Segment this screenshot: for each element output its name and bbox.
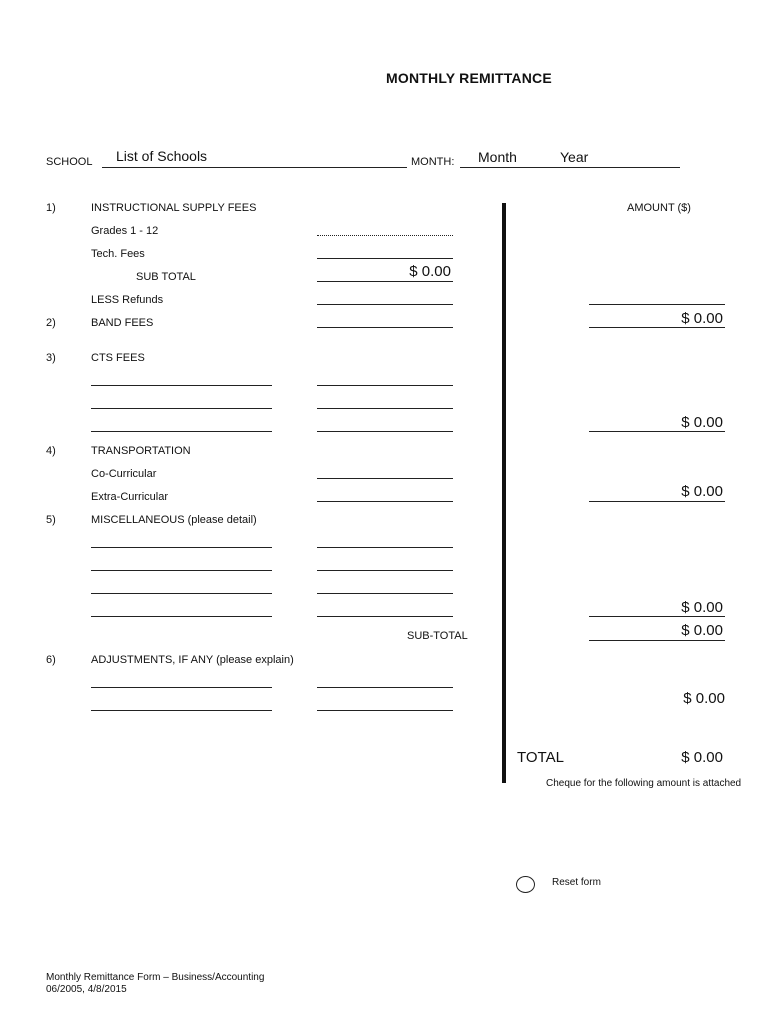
- grades-label: Grades 1 - 12: [91, 225, 159, 237]
- page-title: MONTHLY REMITTANCE: [386, 70, 552, 86]
- section-1-number: 1): [46, 202, 56, 214]
- section-4-amount-line: [589, 501, 725, 502]
- subtotal-1-value: $ 0.00: [409, 263, 451, 280]
- amount-header: AMOUNT ($): [627, 202, 691, 214]
- adjust-amount-input-1[interactable]: [317, 687, 453, 688]
- month-label: MONTH:: [411, 156, 455, 168]
- section-2-amount-line: [589, 327, 725, 328]
- section-1-amount-field[interactable]: [589, 304, 725, 305]
- footer-line-2: 06/2005, 4/8/2015: [46, 984, 127, 995]
- school-label: SCHOOL: [46, 156, 93, 168]
- year-value: Year: [560, 149, 589, 165]
- section-5-label: MISCELLANEOUS (please detail): [91, 514, 257, 526]
- subtotal-2-line: [589, 640, 725, 641]
- adjust-desc-input-1[interactable]: [91, 687, 272, 688]
- subtotal-2-value: $ 0.00: [681, 622, 723, 639]
- tech-fees-input[interactable]: [317, 258, 453, 259]
- misc-amount-input-4[interactable]: [317, 616, 453, 617]
- subtotal-2-label: SUB-TOTAL: [407, 630, 468, 642]
- section-3-label: CTS FEES: [91, 352, 145, 364]
- section-4-number: 4): [46, 445, 56, 457]
- misc-amount-input-3[interactable]: [317, 593, 453, 594]
- column-divider: [502, 203, 506, 783]
- co-curricular-label: Co-Curricular: [91, 468, 157, 480]
- tech-fees-label: Tech. Fees: [91, 248, 145, 260]
- section-1-label: INSTRUCTIONAL SUPPLY FEES: [91, 202, 257, 214]
- cheque-note: Cheque for the following amount is attached: [546, 778, 742, 789]
- misc-desc-input-1[interactable]: [91, 547, 272, 548]
- misc-amount-input-2[interactable]: [317, 570, 453, 571]
- cts-amount-input-1[interactable]: [317, 385, 453, 386]
- total-label: TOTAL: [517, 749, 564, 766]
- section-3-amount: $ 0.00: [681, 414, 723, 431]
- extra-curricular-input[interactable]: [317, 501, 453, 502]
- total-value: $ 0.00: [681, 749, 723, 766]
- cts-desc-input-3[interactable]: [91, 431, 272, 432]
- month-value: Month: [478, 149, 517, 165]
- section-2-label: BAND FEES: [91, 317, 154, 329]
- section-3-number: 3): [46, 352, 56, 364]
- reset-form-button[interactable]: [516, 876, 535, 893]
- extra-curricular-label: Extra-Curricular: [91, 491, 169, 503]
- cts-desc-input-2[interactable]: [91, 408, 272, 409]
- reset-form-label: Reset form: [552, 877, 601, 888]
- misc-desc-input-2[interactable]: [91, 570, 272, 571]
- section-5-amount-line: [589, 616, 725, 617]
- section-2-amount: $ 0.00: [681, 310, 723, 327]
- section-5-number: 5): [46, 514, 56, 526]
- cts-amount-input-3[interactable]: [317, 431, 453, 432]
- subtotal-1-label: SUB TOTAL: [136, 271, 196, 283]
- section-4-amount: $ 0.00: [681, 483, 723, 500]
- misc-desc-input-4[interactable]: [91, 616, 272, 617]
- misc-amount-input-1[interactable]: [317, 547, 453, 548]
- subtotal-1-line: [317, 281, 453, 282]
- misc-desc-input-3[interactable]: [91, 593, 272, 594]
- cts-desc-input-1[interactable]: [91, 385, 272, 386]
- footer-line-1: Monthly Remittance Form – Business/Accounting: [46, 972, 265, 983]
- section-2-number: 2): [46, 317, 56, 329]
- refunds-input[interactable]: [317, 304, 453, 305]
- section-3-amount-line: [589, 431, 725, 432]
- section-6-number: 6): [46, 654, 56, 666]
- section-6-amount: $ 0.00: [683, 690, 725, 707]
- section-5-amount: $ 0.00: [681, 599, 723, 616]
- refunds-label: LESS Refunds: [91, 294, 164, 306]
- cts-amount-input-2[interactable]: [317, 408, 453, 409]
- school-value: List of Schools: [116, 148, 208, 164]
- co-curricular-input[interactable]: [317, 478, 453, 479]
- band-fees-input[interactable]: [317, 327, 453, 328]
- section-6-label: ADJUSTMENTS, IF ANY (please explain): [91, 654, 294, 666]
- section-4-label: TRANSPORTATION: [91, 445, 191, 457]
- grades-input[interactable]: [317, 235, 453, 236]
- adjust-desc-input-2[interactable]: [91, 710, 272, 711]
- adjust-amount-input-2[interactable]: [317, 710, 453, 711]
